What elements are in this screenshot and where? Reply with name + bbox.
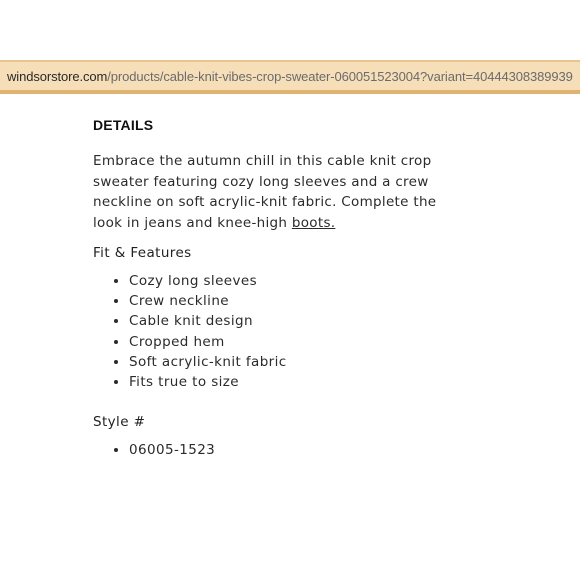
product-description xyxy=(93,151,453,233)
url-path: /products/cable-knit-vibes-crop-sweater-060051523004?variant=40444308389939 xyxy=(107,68,573,84)
description-text: Embrace the autumn chill in this cable knit crop sweater featuring cozy long sleeves and a crew neckline on soft acrylic-knit fabric. Complete the look in jeans and knee-high xyxy=(93,153,437,231)
list-item: • Cropped hem xyxy=(129,332,453,352)
list-item: • Cozy long sleeves xyxy=(129,271,453,291)
details-heading: DETAILS xyxy=(93,117,154,133)
fit-features-title: Fit & Features xyxy=(93,245,192,261)
product-details-section xyxy=(93,117,453,460)
list-item: • Cable knit design xyxy=(129,311,453,331)
url-domain: windsorstore.com xyxy=(7,68,108,84)
style-number: • 06005-1523 xyxy=(129,440,453,460)
style-number-title: Style # xyxy=(93,414,146,431)
list-item: • Fits true to size xyxy=(129,372,453,392)
list-item: • Crew neckline xyxy=(129,291,453,311)
list-item: • Soft acrylic-knit fabric xyxy=(129,352,453,372)
fit-features-list xyxy=(93,271,453,392)
style-number-list xyxy=(93,440,453,460)
address-bar[interactable] xyxy=(0,60,580,94)
boots-link[interactable]: boots. xyxy=(291,214,336,231)
